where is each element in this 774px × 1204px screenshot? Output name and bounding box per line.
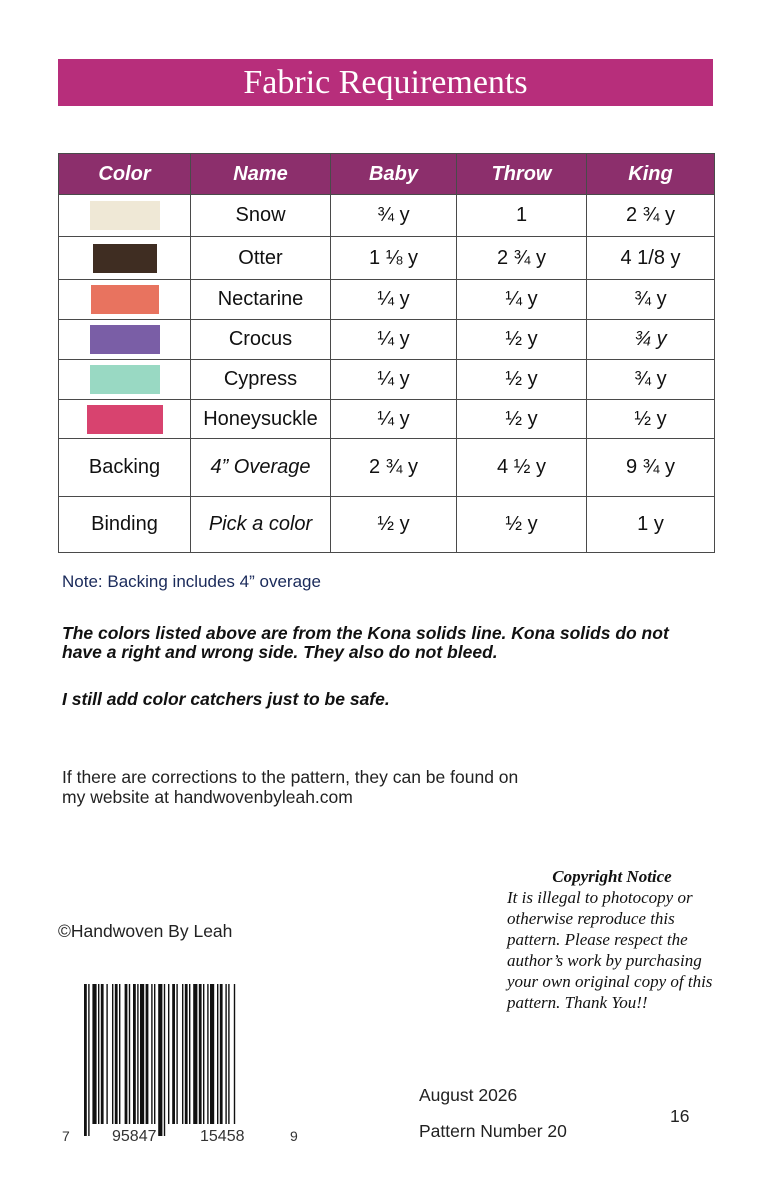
page-number: 16	[670, 1106, 690, 1126]
baby-amount: ¼ y	[331, 320, 457, 360]
color-swatch	[93, 244, 157, 273]
barcode-bar	[203, 984, 204, 1124]
throw-amount: ½ y	[457, 320, 587, 360]
barcode-bar	[146, 984, 149, 1124]
barcode-bar	[228, 984, 229, 1124]
barcode-bars	[84, 984, 235, 1136]
header-throw: Throw	[457, 154, 587, 195]
barcode-bar	[172, 984, 175, 1124]
table-row	[59, 400, 715, 439]
throw-amount: 1	[457, 195, 587, 237]
barcode-bar	[182, 984, 183, 1124]
throw-amount: 4 ½ y	[457, 439, 587, 497]
fabric-requirements-table	[58, 153, 715, 553]
barcode-bar	[151, 984, 152, 1124]
corrections-note: If there are corrections to the pattern, they can be found on my website at handwovenbyleah.com	[62, 767, 519, 807]
binding-row	[59, 497, 715, 553]
fabric-name: Nectarine	[191, 280, 331, 320]
fabric-name: Snow	[191, 195, 331, 237]
header-king: King	[587, 154, 715, 195]
fabric-name: Crocus	[191, 320, 331, 360]
barcode-bar	[112, 984, 113, 1124]
barcode-bar	[84, 984, 87, 1136]
table-header-row	[59, 154, 715, 195]
throw-amount: ¼ y	[457, 280, 587, 320]
binding-label: Binding	[59, 497, 191, 553]
table-row	[59, 320, 715, 360]
barcode-bar	[225, 984, 226, 1124]
baby-amount: ½ y	[331, 497, 457, 553]
barcode-group-1: 95847	[112, 1128, 157, 1145]
baby-amount: ¼ y	[331, 400, 457, 439]
king-amount: 4 1/8 y	[587, 237, 715, 280]
backing-row	[59, 439, 715, 497]
barcode-bar	[125, 984, 128, 1124]
barcode-bar	[88, 984, 89, 1136]
header-baby: Baby	[331, 154, 457, 195]
baby-amount: 2 ¾ y	[331, 439, 457, 497]
table-row	[59, 195, 715, 237]
barcode-bar	[210, 984, 214, 1124]
baby-amount: ¼ y	[331, 280, 457, 320]
barcode-bar	[129, 984, 130, 1124]
color-catcher-note: I still add color catchers just to be safe.	[62, 689, 390, 709]
header-name: Name	[191, 154, 331, 195]
fabric-name: Otter	[191, 237, 331, 280]
barcode-bar	[234, 984, 235, 1124]
barcode-bar	[176, 984, 177, 1124]
barcode-bar	[164, 984, 165, 1136]
baby-amount: ¼ y	[331, 360, 457, 400]
barcode-bar	[137, 984, 138, 1124]
table-row	[59, 360, 715, 400]
color-swatch	[91, 285, 159, 314]
barcode-bar	[185, 984, 188, 1124]
baby-amount: 1 ⅛ y	[331, 237, 457, 280]
barcode-bar	[189, 984, 190, 1124]
backing-note: Note: Backing includes 4” overage	[62, 572, 321, 591]
king-amount: ½ y	[587, 400, 715, 439]
barcode-bar	[115, 984, 118, 1124]
kona-note: The colors listed above are from the Kona solids line. Kona solids do not have a right and wrong side. They also do not bleed.	[62, 623, 669, 662]
barcode-bar	[199, 984, 202, 1124]
table-row	[59, 237, 715, 280]
copyright-notice	[507, 866, 717, 1013]
notice-body: It is illegal to photocopy or otherwise reproduce this pattern. Please respect the author’s work by purchasing your own original copy of this pattern. Thank You!!	[507, 888, 713, 1012]
barcode-bar	[207, 984, 208, 1124]
throw-amount: ½ y	[457, 400, 587, 439]
barcode-bar	[106, 984, 107, 1124]
barcode-group-2: 15458	[200, 1128, 245, 1145]
barcode-bar	[92, 984, 96, 1124]
throw-amount: ½ y	[457, 497, 587, 553]
color-swatch	[87, 405, 163, 434]
barcode-bar	[217, 984, 218, 1124]
color-swatch	[90, 365, 160, 394]
barcode-bar	[101, 984, 104, 1124]
barcode-left-digit: 7	[62, 1128, 70, 1144]
king-amount: ¾ y	[587, 280, 715, 320]
king-amount: 2 ¾ y	[587, 195, 715, 237]
king-amount: 9 ¾ y	[587, 439, 715, 497]
notice-title: Copyright Notice	[552, 867, 672, 886]
pattern-number: Pattern Number 20	[419, 1121, 567, 1141]
barcode-right-digit: 9	[290, 1128, 298, 1144]
color-swatch	[90, 325, 160, 354]
fabric-name: Cypress	[191, 360, 331, 400]
backing-name: 4” Overage	[191, 439, 331, 497]
barcode-bar	[140, 984, 144, 1124]
page-title: Fabric Requirements	[58, 59, 713, 106]
fabric-name: Honeysuckle	[191, 400, 331, 439]
backing-label: Backing	[59, 439, 191, 497]
color-swatch	[90, 201, 160, 230]
barcode-bar	[119, 984, 120, 1124]
barcode	[62, 980, 302, 1150]
baby-amount: ¾ y	[331, 195, 457, 237]
barcode-bar	[98, 984, 99, 1124]
barcode-bar	[193, 984, 197, 1124]
header-color: Color	[59, 154, 191, 195]
binding-name: Pick a color	[191, 497, 331, 553]
barcode-bar	[220, 984, 223, 1124]
barcode-bar	[168, 984, 169, 1124]
throw-amount: 2 ¾ y	[457, 237, 587, 280]
king-amount: ¾ y	[587, 360, 715, 400]
barcode-bar	[158, 984, 162, 1136]
table-row	[59, 280, 715, 320]
copyright-line: ©Handwoven By Leah	[58, 921, 233, 941]
barcode-bar	[133, 984, 136, 1124]
barcode-bar	[154, 984, 155, 1124]
pattern-date: August 2026	[419, 1085, 518, 1105]
king-amount: 1 y	[587, 497, 715, 553]
throw-amount: ½ y	[457, 360, 587, 400]
king-amount: ¾ y	[587, 320, 715, 360]
